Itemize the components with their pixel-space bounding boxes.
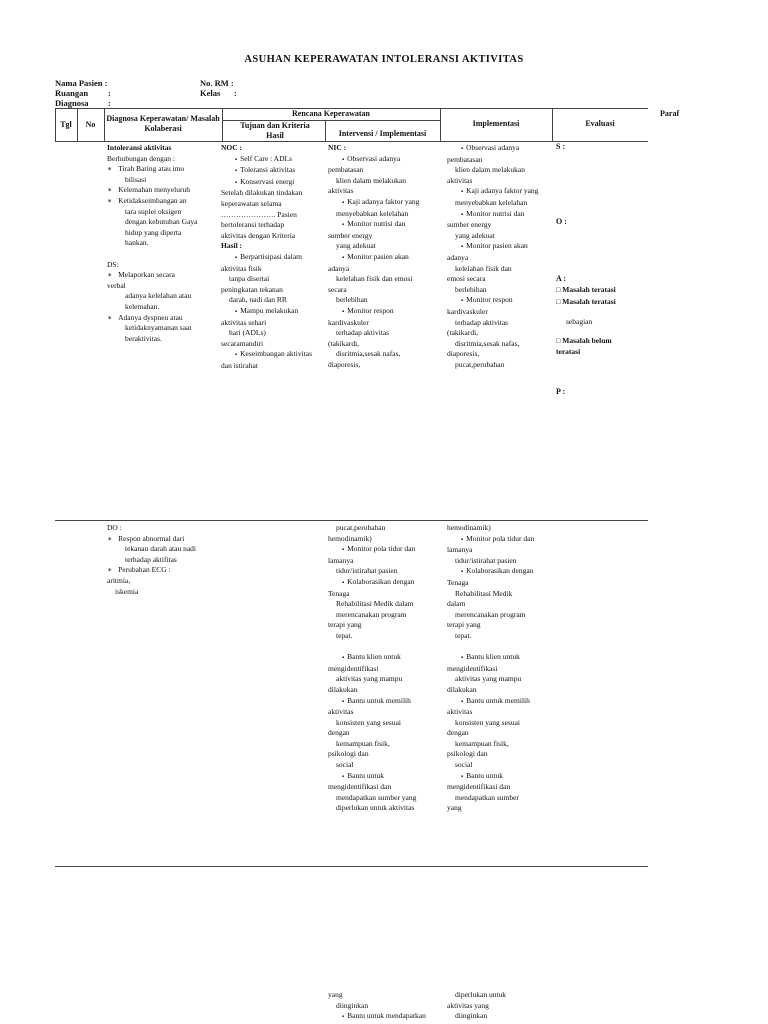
tujuan-bullet: ▪ Berpartisipasi dalam xyxy=(221,252,312,264)
implementasi-line: pembatasan xyxy=(447,154,483,164)
header-implementasi: Implementasi xyxy=(472,119,520,128)
intervensi-line: terhadap aktivitas xyxy=(336,328,390,338)
intervensi-line: lamanya xyxy=(328,555,354,565)
medical-record-label: No. RM : xyxy=(200,78,234,88)
intervensi-bullet: ▪ Kolaborasikan dengan xyxy=(328,577,416,589)
diagnosis-line: tekanan darah atau nadi xyxy=(125,544,197,554)
page1-bottom-border xyxy=(55,520,648,521)
intervensi-line: kardivaskuler xyxy=(328,317,369,327)
diagnosis-line: hidup yang diperta xyxy=(125,227,182,237)
tujuan-line: aktivitas dengan Kriteria xyxy=(221,230,296,240)
intervensi-line: konsisten yang sesuai xyxy=(336,717,401,727)
diagnosis-line: terhadap aktifitas xyxy=(125,554,177,564)
page2-bottom-border xyxy=(55,866,648,867)
implementasi-bullet: ▪ Kaji adanya faktor yang xyxy=(447,186,538,198)
implementasi-line: tepat. xyxy=(455,630,472,640)
implementasi-bullet: ▪ Bantu klien untuk xyxy=(447,652,534,664)
tujuan-line: secaramandiri xyxy=(221,338,264,348)
intervensi-line: yang adekuat xyxy=(336,241,376,251)
intervensi-bullet: ▪ Observasi adanya xyxy=(328,154,419,166)
implementasi-line: mendapatkan sumber xyxy=(455,792,519,802)
intervensi-line: pucat,perubahan xyxy=(336,523,386,532)
intervensi-line: aktivitas xyxy=(328,707,354,717)
diagnosis-bullet: ∗ Perubahan ECG : xyxy=(107,565,196,576)
implementasi-line: kelelahan fisik dan xyxy=(455,263,512,273)
implementasi-line: aktivitas xyxy=(447,175,473,185)
eval-p-label: P : xyxy=(556,387,566,396)
implementasi-line: konsisten yang sesuai xyxy=(455,717,520,727)
intervensi-line: yang xyxy=(328,990,343,999)
implementasi-line: yang xyxy=(447,803,462,813)
room-colon: : xyxy=(108,88,111,98)
diagnosis-line: DS: xyxy=(107,259,119,269)
intervensi-line: mengidentifikasi xyxy=(328,663,379,673)
intervensi-line: diperlukan untuk aktivitas xyxy=(336,803,415,813)
implementasi-line: aktivitas xyxy=(447,707,473,717)
intervensi-line: (takikardi, xyxy=(328,338,360,348)
implementasi-line: hemodinamik) xyxy=(447,523,491,532)
intervensi-bullet: ▪ Monitor nutrisi dan xyxy=(328,219,419,231)
diagnosis-label: Diagnosa xyxy=(55,98,89,108)
intervensi-line: tidur/istirahat pasien xyxy=(336,566,398,576)
diagnosis-line: kelemahan. xyxy=(125,301,160,311)
intervensi-line: Tenaga xyxy=(328,588,350,598)
intervensi-bullet: ▪ Kaji adanya faktor yang xyxy=(328,197,419,209)
tujuan-line: dan istirahat xyxy=(221,360,258,370)
implementasi-line: merencanakan program xyxy=(455,609,526,619)
implementasi-line: mengidentifikasi dan xyxy=(447,782,511,792)
eval-option-sebagian-cont: sebagian xyxy=(566,317,593,326)
intervensi-line xyxy=(328,642,416,653)
implementasi-line xyxy=(447,642,534,653)
intervensi-line: adanya xyxy=(328,263,350,273)
diagnosis-line: DO : xyxy=(107,523,122,532)
col-border-no xyxy=(104,108,105,141)
tujuan-column xyxy=(221,143,312,371)
header-diagnosa: Diagnosa Keperawatan/ Masalah Kolaberasi xyxy=(106,114,220,133)
intervensi-bullet: ▪ Bantu untuk mendapatkan xyxy=(328,1011,426,1023)
implementasi-line: psikologi dan xyxy=(447,749,488,759)
implementasi-line: aktivitas yang xyxy=(447,1000,489,1010)
diagnosis-colon: : xyxy=(108,98,111,108)
intervensi-line: dengan xyxy=(328,728,350,738)
intervensi-line: Rehabilitasi Medik dalam xyxy=(336,599,414,609)
header-evaluasi: Evaluasi xyxy=(585,119,615,128)
diagnosis-line: Intoleransi aktivitas xyxy=(107,143,172,152)
intervensi-line: psikologi dan xyxy=(328,749,369,759)
intervensi-line: merencanakan program xyxy=(336,609,407,619)
diagnosis-bullet: ∗ Respon abnormal dari xyxy=(107,534,196,545)
diagnosis-column-page2 xyxy=(107,523,196,597)
implementasi-bullet: ▪ Bantu untuk memilih xyxy=(447,696,534,708)
implementasi-line: kardivaskuler xyxy=(447,306,488,316)
tujuan-line: darah, nadi dan RR xyxy=(229,295,287,305)
implementasi-line: dengan xyxy=(447,728,469,738)
document-title: ASUHAN KEPERAWATAN INTOLERANSI AKTIVITAS xyxy=(244,54,524,65)
room-label: Ruangan xyxy=(55,88,89,98)
tujuan-line: …………………. Pasien xyxy=(221,209,297,219)
implementasi-column xyxy=(447,143,538,370)
intervensi-line: kemampuan fisik, xyxy=(336,738,390,748)
intervensi-bullet: ▪ Bantu untuk memilih xyxy=(328,696,416,708)
implementasi-bullet: ▪ Monitor respon xyxy=(447,295,538,307)
tujuan-line: NOC : xyxy=(221,143,243,152)
intervensi-line: terapi yang xyxy=(328,620,362,630)
tujuan-bullet: ▪ Keseimbangan aktivitas xyxy=(221,349,312,361)
intervensi-line: disritmia,sesak nafas, xyxy=(336,349,401,359)
implementasi-line: diinginkan xyxy=(455,1011,488,1021)
implementasi-line: Tenaga xyxy=(447,577,469,587)
intervensi-bullet: ▪ Bantu untuk xyxy=(328,771,416,783)
intervensi-bullet: ▪ Monitor respon xyxy=(328,306,419,318)
tujuan-line: keperawatan selama xyxy=(221,198,282,208)
tujuan-line: Hasil : xyxy=(221,241,243,251)
implementasi-line: klien dalam melakukan xyxy=(455,165,525,175)
diagnosis-bullet: ∗ Tirah Baring atau imo xyxy=(107,164,197,175)
diagnosis-line: dengan kebutuhan Gaya xyxy=(125,217,198,227)
intervensi-column xyxy=(328,143,419,370)
header-paraf: Paraf xyxy=(660,109,680,118)
header-tgl: Tgl xyxy=(60,120,72,129)
intervensi-line: NIC : xyxy=(328,143,347,152)
implementasi-line: kemampuan fisik, xyxy=(455,738,509,748)
implementasi-bullet: ▪ Bantu untuk xyxy=(447,771,534,783)
diagnosis-line: aritmia, xyxy=(107,575,131,585)
tujuan-line: hari (ADLs) xyxy=(229,328,266,338)
intervensi-line: aktivitas xyxy=(328,186,354,196)
header-intervensi: Intervensi / Implementasi xyxy=(338,129,427,138)
implementasi-line: diaporesis, xyxy=(447,349,480,359)
implementasi-column-page2 xyxy=(447,523,534,814)
intervensi-line: pembatasan xyxy=(328,165,364,175)
implementasi-line: terhadap aktivitas xyxy=(455,317,509,327)
implementasi-bullet: ▪ Kolaborasikan dengan xyxy=(447,566,534,578)
header-no: No xyxy=(85,120,96,129)
diagnosis-bullet: ∗ Kelemahan menyeluruh xyxy=(107,185,197,196)
diagnosis-line: tara suplei oksigen xyxy=(125,206,182,216)
tujuan-line: aktivitas sehari xyxy=(221,317,267,327)
intervensi-line: kelelahan fisik dan emosi xyxy=(336,274,413,284)
diagnosis-line: adanya kelelahan atau xyxy=(125,291,192,301)
diagnosis-line: ketidaknyamanan saat xyxy=(125,323,192,333)
class-colon: : xyxy=(234,88,237,98)
implementasi-line: pucat,perubahan xyxy=(455,359,505,369)
eval-option-belum-cont: teratasi xyxy=(556,347,581,356)
intervensi-line: mengidentifikasi dan xyxy=(328,782,392,792)
implementasi-bullet: ▪ Monitor pasien akan xyxy=(447,241,538,253)
eval-option-sebagian: □ Masalah teratasi xyxy=(556,297,616,306)
tujuan-bullet: ▪ Toleransi aktivitas xyxy=(221,165,312,177)
intervensi-line: social xyxy=(336,760,354,770)
intervensi-line: secara xyxy=(328,284,347,294)
intervensi-line: sumber energy xyxy=(328,230,373,240)
implementasi-line: mengidentifikasi xyxy=(447,663,498,673)
diagnosis-bullet: ∗ Melaporkan secara xyxy=(107,270,197,281)
eval-a-label: A : xyxy=(556,274,566,283)
tujuan-bullet: ▪ Konservasi energi xyxy=(221,177,312,189)
intervensi-line: diaporesis, xyxy=(328,359,361,369)
tujuan-line: peningkatan tekanan xyxy=(221,284,283,294)
tujuan-line: bertoleransi terhadap xyxy=(221,220,285,230)
header-rencana: Rencana Keperawatan xyxy=(292,109,370,118)
implementasi-line: dalam xyxy=(447,599,466,609)
intervensi-line: diinginkan xyxy=(336,1000,369,1010)
header-tujuan: Tujuan dan Kriteria Hasil xyxy=(240,121,310,140)
diagnosis-line: hankan. xyxy=(125,238,149,248)
implementasi-line: berlebihan xyxy=(455,284,487,294)
intervensi-line: berlebihan xyxy=(336,295,368,305)
implementasi-line: tidur/istirahat pasien xyxy=(455,555,517,565)
implementasi-line: yang adekuat xyxy=(455,230,495,240)
diagnosis-column xyxy=(107,143,197,344)
implementasi-line: (takikardi, xyxy=(447,328,479,338)
tujuan-line: Setelah dilakukan tindakan xyxy=(221,188,303,198)
intervensi-bullet: ▪ Monitor pola tidur dan xyxy=(328,544,416,556)
tujuan-bullet: ▪ Mampu melakukan xyxy=(221,306,312,318)
implementasi-line: menyebabkan kelelahan xyxy=(455,197,528,207)
implementasi-line: adanya xyxy=(447,252,469,262)
implementasi-line: emosi secara xyxy=(447,274,486,284)
diagnosis-bullet: ∗ Ketidakseimbangan an xyxy=(107,196,197,207)
implementasi-line: dilakukan xyxy=(447,684,477,694)
intervensi-line: aktivitas yang mampu xyxy=(336,674,403,684)
intervensi-line: menyebabkan kelelahan xyxy=(336,208,409,218)
implementasi-column-page3 xyxy=(447,990,506,1022)
intervensi-column-page3 xyxy=(328,990,426,1023)
intervensi-line: dilakukan xyxy=(328,684,358,694)
implementasi-bullet: ▪ Observasi adanya xyxy=(447,143,538,155)
implementasi-line: sumber energy xyxy=(447,220,492,230)
intervensi-line: mendapatkan sumber yang xyxy=(336,792,417,802)
intervensi-line: hemodinamik) xyxy=(328,533,372,543)
implementasi-line: diperlukan untuk xyxy=(455,990,507,999)
tujuan-line: tanpa disertai xyxy=(229,274,270,284)
implementasi-bullet: ▪ Monitor nutrisi dan xyxy=(447,209,538,221)
implementasi-line: lamanya xyxy=(447,545,473,555)
intervensi-line: klien dalam melakukan xyxy=(336,175,406,185)
diagnosis-line: Berhubungan dengan : xyxy=(107,153,175,163)
implementasi-line: social xyxy=(455,760,473,770)
implementasi-line: terapi yang xyxy=(447,620,481,630)
eval-o-label: O : xyxy=(556,217,567,226)
class-label: Kelas xyxy=(200,88,221,98)
implementasi-bullet: ▪ Monitor pola tidur dan xyxy=(447,534,534,546)
implementasi-line: aktivitas yang mampu xyxy=(455,674,522,684)
eval-option-belum: □ Masalah belum xyxy=(556,336,612,345)
intervensi-bullet: ▪ Bantu klien untuk xyxy=(328,652,416,664)
implementasi-line: Rehabilitasi Medik xyxy=(455,588,513,598)
tujuan-bullet: ▪ Self Care : ADLs xyxy=(221,154,312,166)
diagnosis-bullet: ∗ Adanya dyspneu atau xyxy=(107,313,197,324)
intervensi-line: tepat. xyxy=(336,630,353,640)
diagnosis-line: iskemia xyxy=(115,586,139,596)
diagnosis-line: verbal xyxy=(107,280,126,290)
diagnosis-line: beraktivitas. xyxy=(125,333,162,343)
diagnosis-line: bilisasi xyxy=(125,174,147,184)
eval-option-teratasi: □ Masalah teratasi xyxy=(556,285,616,294)
patient-name-label: Nama Pasien : xyxy=(55,78,108,88)
implementasi-line: disritmia,sesak nafas, xyxy=(455,338,520,348)
intervensi-column-page2 xyxy=(328,523,416,814)
tujuan-line: aktivitas fisik xyxy=(221,263,262,273)
eval-s-label: S : xyxy=(556,142,566,151)
intervensi-bullet: ▪ Monitor pasien akan xyxy=(328,252,419,264)
